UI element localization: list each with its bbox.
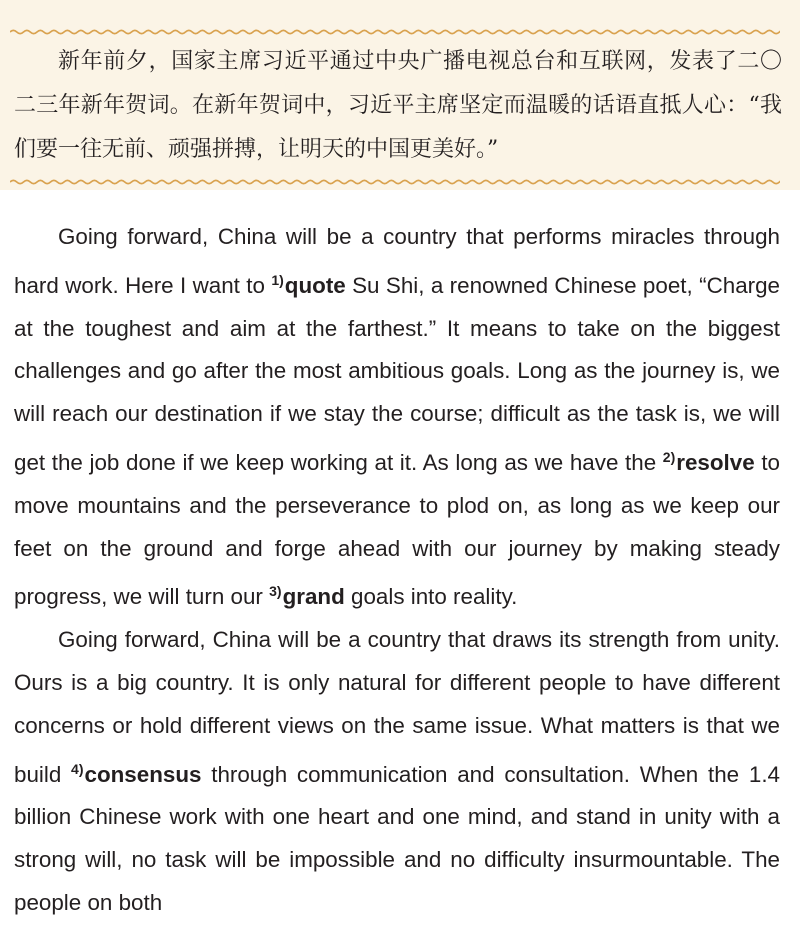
paragraph-2 <box>14 619 780 925</box>
vocab-word-resolve: resolve <box>676 449 755 475</box>
text-run: Going forward, China will be a country that performs miracles through hard work. Here I want to <box>14 224 780 298</box>
wavy-line <box>10 180 780 183</box>
vocab-word-grand: grand <box>282 584 345 610</box>
wavy-divider-bottom <box>10 176 780 188</box>
vocab-number: 3) <box>269 583 282 600</box>
wavy-divider-top <box>10 26 780 38</box>
text-run: through communication and consultation. When the 1.4 billion Chinese work with one heart and one mind, and stand in unity with a strong will, no task will be impossible and no difficulty insurmountable. The people on both <box>14 761 780 915</box>
vocab-word-consensus: consensus <box>84 761 202 787</box>
text-run: Going forward, China will be a country that draws its strength from unity. Ours is a big country. It is only natural for different people to have different concerns or hold different views on the same issue. What matters is that we build <box>14 627 780 787</box>
vocab-number: 2) <box>662 448 676 465</box>
text-run: to move mountains and the perseverance to plod on, as long as we keep our feet on the ground and forge ahead with our journey by making steady progress, we will turn our <box>14 449 780 610</box>
paragraph-1 <box>14 216 780 619</box>
vocab-number: 1) <box>271 271 284 288</box>
intro-text: 新年前夕，国家主席习近平通过中央广播电视总台和互联网，发表了二〇二三年新年贺词。在新年贺词中，习近平主席坚定而温暖的话语直抵人心：“我们要一往无前、顽强拼搏，让明天的中国更美好。” <box>14 49 782 162</box>
vocab-word-quote: quote <box>284 272 346 298</box>
vocab-number: 4) <box>71 760 84 777</box>
intro-box <box>0 0 800 190</box>
wavy-line <box>10 30 780 33</box>
text-run: Su Shi, a renowned Chinese poet, “Charge at the toughest and aim at the farthest.” It means to take on the biggest challenges and go after the most ambitious goals. Long as the journey is, we will reach our destination if we stay the course; difficult as the task is, we will get the job done if we keep working at it. As long as we have the <box>14 272 781 475</box>
article-body <box>14 216 780 925</box>
text-run: goals into reality. <box>344 584 518 610</box>
